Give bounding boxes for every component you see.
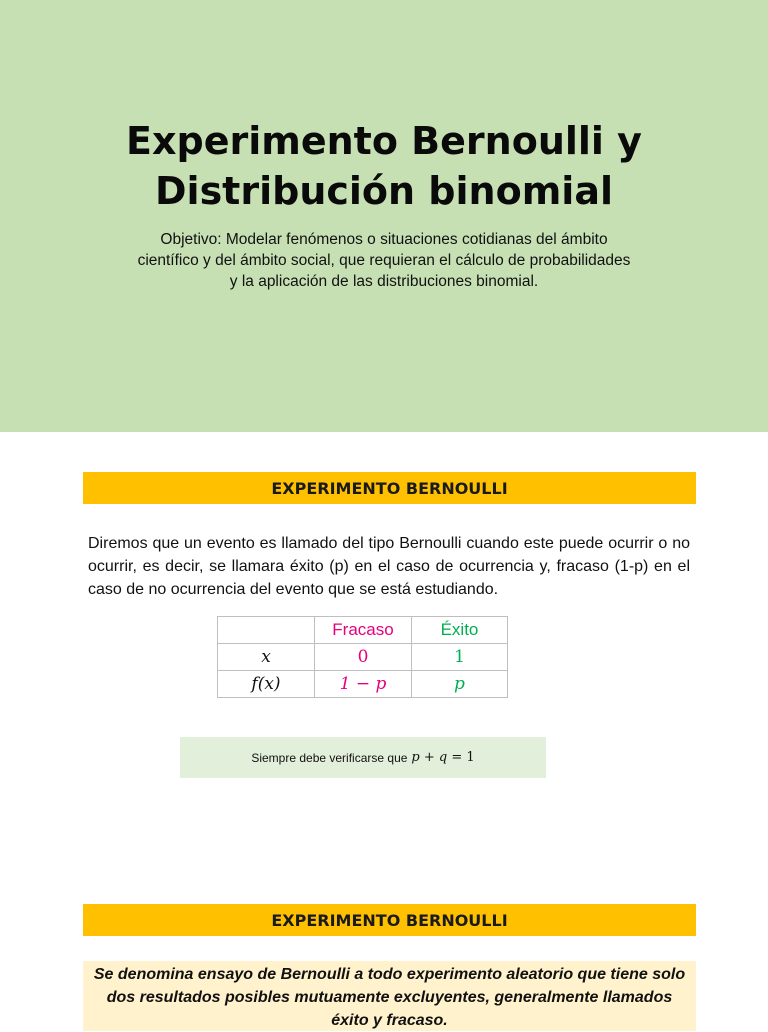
table-cell-x-exito: 1	[412, 644, 508, 671]
objective-text	[90, 229, 678, 292]
bernoulli-paragraph: Diremos que un evento es llamado del tipo Bernoulli cuando este puede ocurrir o no ocurrir, es decir, se llamara éxito (p) en el caso de ocurrencia y, fracaso (1-p) en el caso de no ocurrencia del evento que se está estudiando.	[88, 535, 690, 598]
title-line-1: Experimento Bernoulli y	[126, 119, 642, 163]
verification-note	[180, 737, 546, 778]
table-cell-x-label: 𝑥	[218, 644, 315, 671]
objective-line-1: Objetivo: Modelar fenómenos o situaciones cotidianas del ámbito	[160, 231, 608, 248]
title-line-2: Distribución binomial	[155, 169, 613, 213]
table-row-fx	[218, 671, 508, 698]
table-corner-cell	[218, 617, 315, 644]
bernoulli-table	[217, 616, 508, 698]
section-header-bernoulli-2: EXPERIMENTO BERNOULLI	[83, 904, 696, 936]
note-text: Siempre debe verificarse que	[251, 750, 408, 765]
title-slide	[0, 0, 768, 432]
section-header-bernoulli: EXPERIMENTO BERNOULLI	[83, 472, 696, 504]
table-cell-x-fracaso: 0	[315, 644, 412, 671]
objective-line-3: y la aplicación de las distribuciones binomial.	[229, 273, 539, 290]
note-equation: 𝑝 + 𝑞 = 1	[411, 750, 475, 765]
definition-text: Se denomina ensayo de Bernoulli a todo experimento aleatorio que tiene solo dos resultados posibles mutuamente excluyentes, generalmente llamados éxito y fracaso.	[93, 966, 686, 1029]
table-header-row	[218, 617, 508, 644]
table-cell-fx-fracaso: 1 − 𝑝	[315, 671, 412, 698]
table-cell-fx-exito: 𝑝	[412, 671, 508, 698]
slide-title	[0, 116, 768, 216]
table-header-exito: Éxito	[412, 617, 508, 644]
objective-line-2: científico y del ámbito social, que requieran el cálculo de probabilidades	[137, 252, 631, 269]
definition-box	[83, 961, 696, 1031]
table-row-x	[218, 644, 508, 671]
table-header-fracaso: Fracaso	[315, 617, 412, 644]
table-cell-fx-label: 𝑓(𝑥)	[218, 671, 315, 698]
